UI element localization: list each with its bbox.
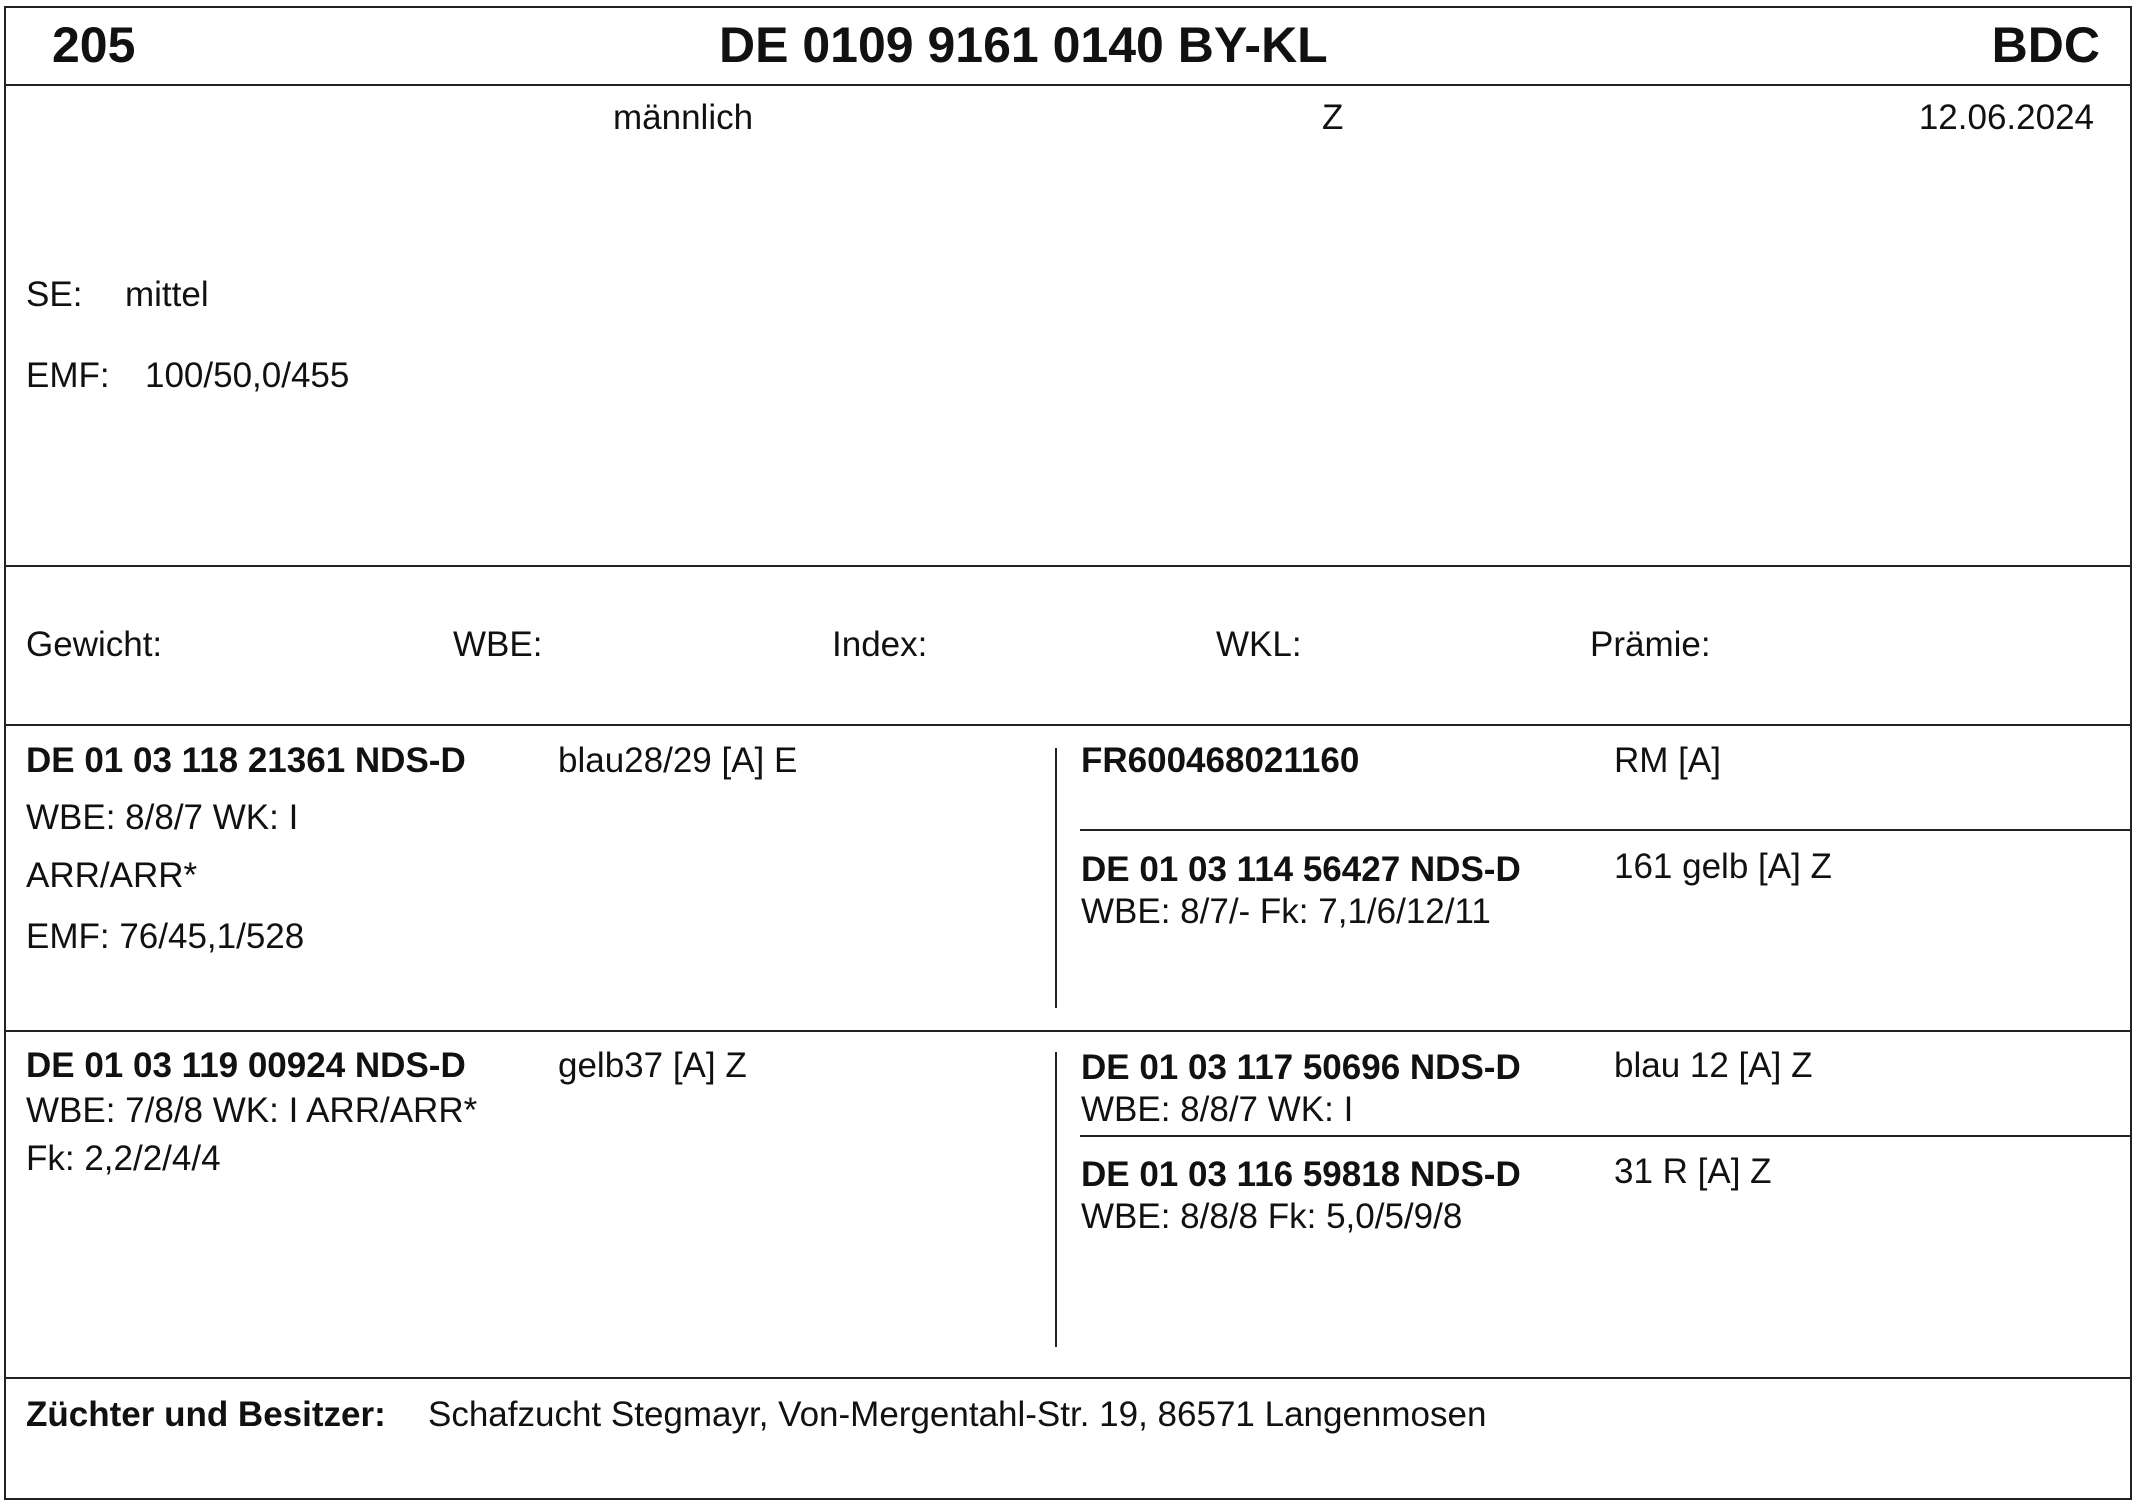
emf-value: 100/50,0/455 xyxy=(145,356,350,395)
dam-line-1: WBE: 7/8/8 WK: I ARR/ARR* xyxy=(26,1091,478,1130)
dam-grandparents-divider xyxy=(1080,1135,2132,1137)
dam-line-2: Fk: 2,2/2/4/4 xyxy=(26,1139,221,1178)
wbe-label: WBE: xyxy=(453,625,543,664)
dam-id: DE 01 03 119 00924 NDS-D xyxy=(26,1046,466,1085)
section-divider-dam xyxy=(4,1030,2132,1032)
ear-tag-id: DE 0109 9161 0140 BY-KL xyxy=(719,17,1328,73)
gewicht-label: Gewicht: xyxy=(26,625,163,664)
se-label: SE: xyxy=(26,275,83,314)
header-divider xyxy=(4,84,2132,86)
sire-column-divider xyxy=(1055,748,1057,1008)
sire-line-2: ARR/ARR* xyxy=(26,856,198,895)
sire-dam-extra: 161 gelb [A] Z xyxy=(1614,847,1832,886)
breeder-owner-label: Züchter und Besitzer: xyxy=(26,1395,386,1434)
class-value: Z xyxy=(1322,98,1344,137)
sire-dam-id: DE 01 03 114 56427 NDS-D xyxy=(1081,850,1521,889)
sire-sire-extra: RM [A] xyxy=(1614,741,1721,780)
dam-dam-extra: 31 R [A] Z xyxy=(1614,1152,1772,1191)
sire-extra: blau28/29 [A] E xyxy=(558,741,798,780)
sex-value: männlich xyxy=(613,98,754,137)
sire-sire-id: FR600468021160 xyxy=(1081,741,1360,780)
emf-label: EMF: xyxy=(26,356,110,395)
sire-line-3: EMF: 76/45,1/528 xyxy=(26,917,305,956)
dam-dam-line-1: WBE: 8/8/8 Fk: 5,0/5/9/8 xyxy=(1081,1197,1463,1236)
catalog-number: 205 xyxy=(52,17,136,73)
dam-extra: gelb37 [A] Z xyxy=(558,1046,747,1085)
section-divider-pedigree xyxy=(4,724,2132,726)
sire-line-1: WBE: 8/8/7 WK: I xyxy=(26,798,299,837)
section-divider-results xyxy=(4,565,2132,567)
wkl-label: WKL: xyxy=(1216,625,1302,664)
dam-sire-line-1: WBE: 8/8/7 WK: I xyxy=(1081,1090,1354,1129)
index-label: Index: xyxy=(832,625,928,664)
section-divider-footer xyxy=(4,1377,2132,1379)
date-value: 12.06.2024 xyxy=(1918,98,2094,137)
dam-dam-id: DE 01 03 116 59818 NDS-D xyxy=(1081,1155,1521,1194)
sire-id: DE 01 03 118 21361 NDS-D xyxy=(26,741,466,780)
dam-sire-extra: blau 12 [A] Z xyxy=(1614,1046,1813,1085)
praemie-label: Prämie: xyxy=(1590,625,1711,664)
breed-code: BDC xyxy=(1991,17,2100,73)
dam-column-divider xyxy=(1055,1052,1057,1347)
breeder-owner-value: Schafzucht Stegmayr, Von-Mergentahl-Str. 19, 86571 Langenmosen xyxy=(428,1395,1487,1434)
sire-dam-line-1: WBE: 8/7/- Fk: 7,1/6/12/11 xyxy=(1081,892,1491,931)
se-value: mittel xyxy=(125,275,209,314)
dam-sire-id: DE 01 03 117 50696 NDS-D xyxy=(1081,1048,1521,1087)
sire-grandparents-divider xyxy=(1080,829,2132,831)
